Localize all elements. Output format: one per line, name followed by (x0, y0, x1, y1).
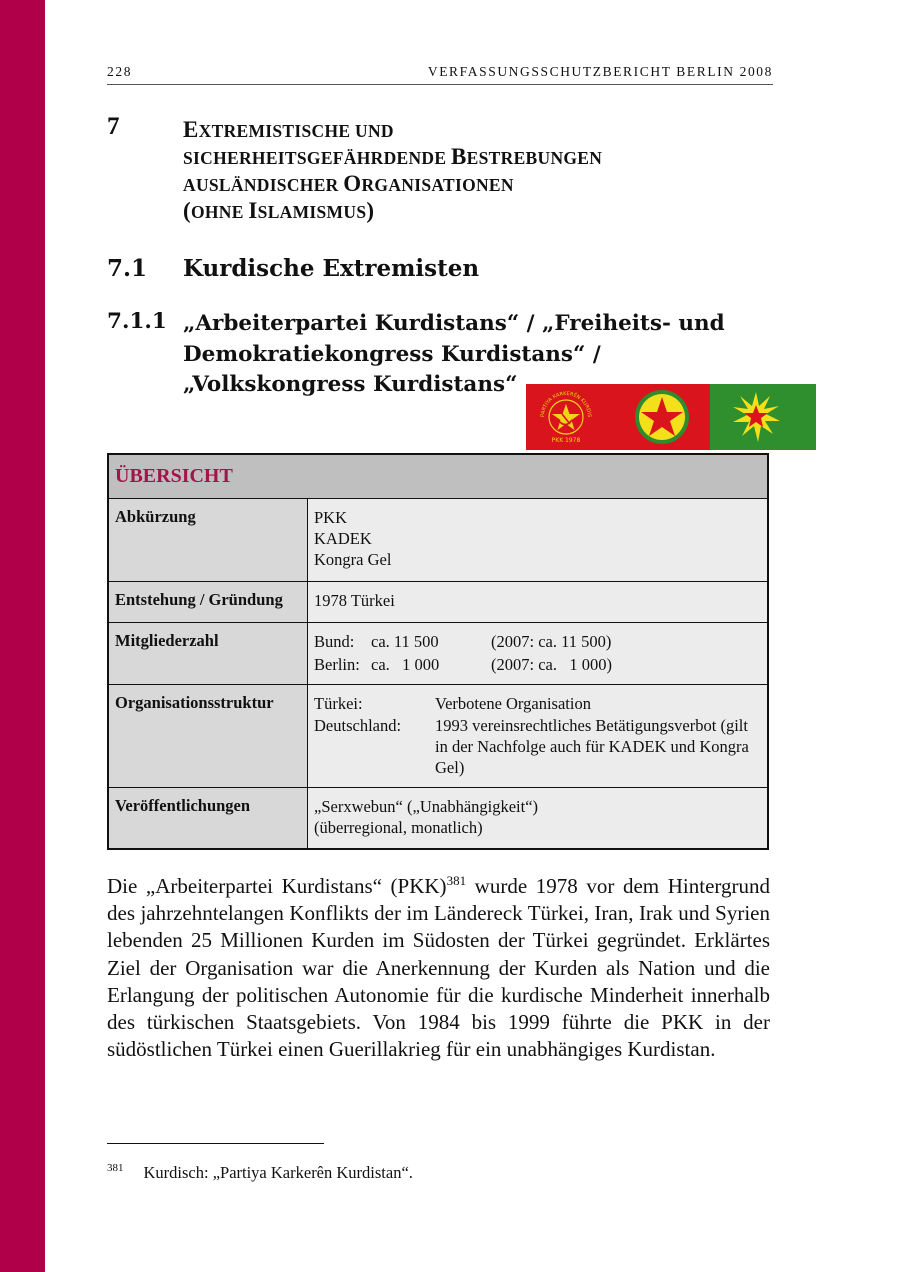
row-value: 1978 Türkei (308, 582, 767, 622)
footnote-reference[interactable]: 381 (446, 873, 467, 888)
footnote-separator (107, 1143, 324, 1144)
title-initial: O (343, 171, 362, 196)
flags-image (526, 384, 816, 450)
footnote (107, 1163, 413, 1183)
title-initial: I (248, 198, 258, 223)
page-number: 228 (107, 64, 133, 79)
member-previous: (2007: ca. 11 500) (491, 632, 612, 651)
subsection-title-line: „Arbeiterpartei Kurdistans“ / „Freiheits- und (183, 311, 725, 336)
row-value (308, 685, 767, 787)
section-title: Kurdische Extremisten (183, 255, 480, 282)
flag-year-text: PKK 1978 (551, 437, 581, 444)
struct-text: 1993 vereinsrechtliches Betätigungsverbot (gilt in der Nachfolge auch für KADEK und Kongra Gel) (435, 716, 749, 777)
member-place: Bund: (314, 632, 355, 651)
overview-row-publikationen (109, 788, 767, 848)
chapter-title-line (183, 198, 783, 225)
footnote-text: Kurdisch: „Partiya Karkerên Kurdistan“. (143, 1163, 413, 1182)
value-line: (überregional, monatlich) (314, 818, 483, 837)
row-value (308, 623, 767, 684)
member-count: ca. 1 000 (371, 654, 440, 674)
body-text-start: Die „Arbeiterpartei Kurdistans“ (PKK) (107, 874, 447, 898)
title-rest: AUSLÄNDISCHER (183, 175, 344, 195)
chapter-title-line (183, 117, 783, 144)
section-number: 7.1 (107, 255, 148, 282)
title-rest: XTREMISTISCHE UND (198, 121, 394, 141)
struct-place: Deutschland: (314, 716, 402, 735)
title-initial: ( (183, 198, 191, 223)
kongra-gel-flag (710, 384, 816, 450)
member-place: Berlin: (314, 654, 360, 674)
overview-row-abkuerzung (109, 499, 767, 582)
overview-row-mitglieder (109, 623, 767, 685)
footnote-mark: 381 (107, 1162, 124, 1174)
title-rest: SLAMISMUS (257, 202, 367, 222)
title-rest: ESTREBUNGEN (466, 148, 603, 168)
overview-row-struktur (109, 685, 767, 788)
row-label: Mitgliederzahl (109, 623, 308, 684)
side-bar (0, 0, 45, 1272)
chapter-title (183, 117, 783, 225)
value-line: Kongra Gel (314, 550, 392, 569)
body-text-rest: wurde 1978 vor dem Hintergrund des jahrzehntelangen Konflikts der im Ländereck Türkei, Iran, Irak und Syrien lebenden 25 Millionen Kurden im Südosten der Türkei gegründet. Erklärtes Ziel der Organisation war die Anerkennung der Kurden als Nation und die Erlangung der politischen Autonomie für die kurdische Minderheit innerhalb des türkischen Staatsgebiets. Von 1984 bis 1999 führte die PKK in der südöstlichen Türkei einen Guerillakrieg für ein unabhängiges Kurdistan. (107, 874, 771, 1062)
row-label: Entstehung / Gründung (109, 582, 308, 622)
struct-place: Türkei: (314, 694, 363, 713)
struct-text: Verbotene Organisation (435, 694, 591, 713)
running-title: VERFASSUNGSSCHUTZBERICHT BERLIN 2008 (427, 64, 773, 79)
subsection-number: 7.1.1 (107, 309, 167, 334)
row-label: Abkürzung (109, 499, 308, 581)
row-value (308, 788, 767, 848)
row-value (308, 499, 767, 581)
title-rest: SICHERHEITSGEFÄHRDENDE (183, 148, 451, 168)
pkk-flag (526, 384, 624, 450)
chapter-number: 7 (107, 113, 120, 140)
body-paragraph (107, 867, 770, 1063)
subsection-title-line: „Volkskongress Kurdistans“ (183, 372, 518, 397)
row-label: Veröffentlichungen (109, 788, 308, 848)
value-line: „Serxwebun“ („Unabhängigkeit“) (314, 797, 539, 816)
row-label: Organisationsstruktur (109, 685, 308, 787)
value-line: PKK (314, 508, 348, 527)
subsection-title-line: Demokratiekongress Kurdistans“ / (183, 341, 601, 367)
flag-ring-text: PARTIYA KARKERÊN KURDIS (539, 390, 593, 418)
member-previous: (2007: ca. 1 000) (491, 654, 612, 674)
kadek-flag (624, 384, 710, 450)
title-initial: E (183, 117, 199, 142)
overview-title: ÜBERSICHT (109, 455, 767, 499)
chapter-title-line (183, 171, 783, 198)
title-initial: B (451, 144, 467, 169)
overview-box (107, 453, 769, 850)
member-count: ca. 11 500 (371, 632, 439, 651)
title-initial: ) (366, 198, 375, 223)
title-rest: OHNE (190, 202, 249, 222)
overview-row-entstehung (109, 582, 767, 623)
chapter-title-line (183, 144, 783, 171)
title-rest: RGANISATIONEN (361, 175, 514, 195)
running-header (107, 62, 773, 85)
value-line: KADEK (314, 529, 372, 548)
